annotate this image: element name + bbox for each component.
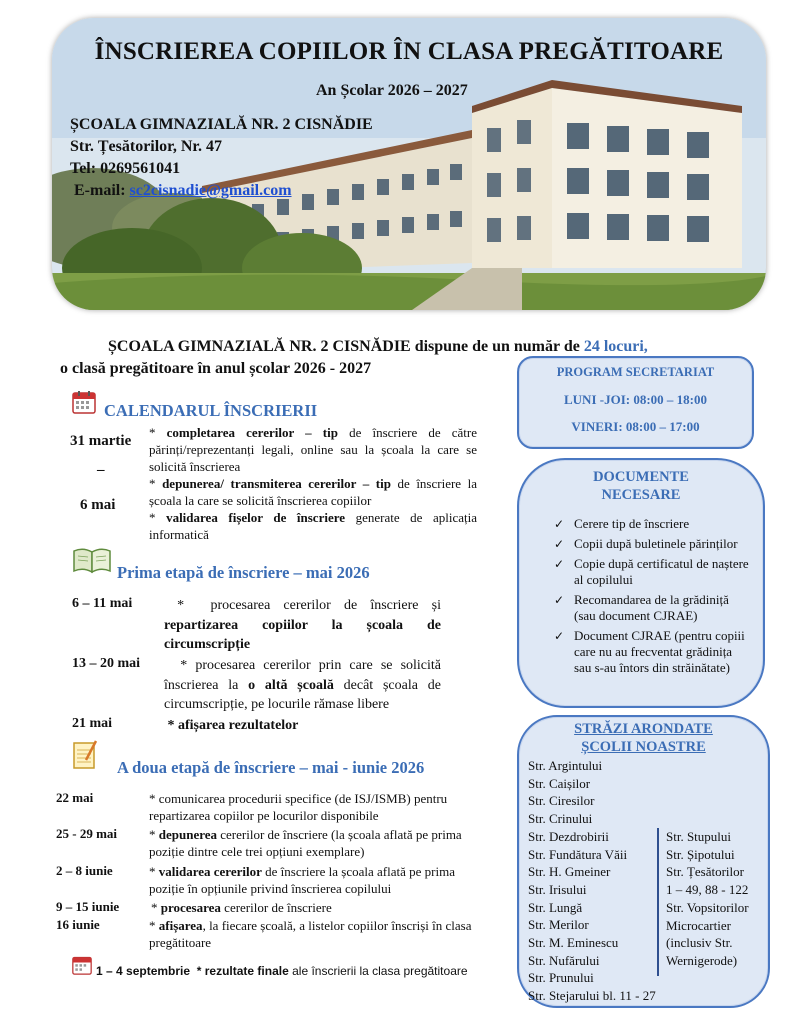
stage1-title: Prima etapă de înscriere – mai 2026 — [117, 563, 370, 582]
document-item: ✓ Copie după certificatul de naștere al copilului — [554, 556, 749, 587]
stage2-date: 2 – 8 iunie — [56, 863, 113, 878]
street-item: Str. H. Gmeiner — [528, 864, 611, 880]
street-item: Str. Caișilor — [528, 775, 591, 791]
streets-left-list — [528, 757, 656, 1005]
streets-title: STRĂZI ARONDATE ȘCOLII NOASTRE — [574, 721, 713, 755]
calendar-items — [149, 424, 477, 543]
street-item: Str. Șipotului — [666, 846, 735, 862]
calendar-item: * validarea fișelor de înscriere generate de aplicația informatică — [149, 510, 478, 542]
documents-panel — [517, 458, 765, 708]
intro-part1: ȘCOALA GIMNAZIALĂ NR. 2 CISNĂDIE dispune de un număr de — [108, 338, 584, 355]
page-title: ÎNSCRIEREA COPIILOR ÎN CLASA PREGĂTITOARE — [94, 38, 724, 65]
stage2-item: * afișarea, la fiecare școală, a listelor copiilor înscriși în clasa pregătitoare — [149, 918, 472, 950]
intro-line2: o clasă pregătitoare în anul școlar 2026 - 2027 — [60, 360, 372, 377]
stage2-item: * comunicarea procedurii specifice (de ISJ/ISMB) pentru repartizarea copiilor pe locurilor disponibile — [149, 791, 448, 823]
stage2-title: A doua etapă de înscriere – mai - iunie 2026 — [117, 758, 425, 777]
stage2-date: 25 - 29 mai — [56, 826, 118, 841]
stage1-item: * afișarea rezultatelor — [164, 718, 299, 733]
street-item: Str. Argintului — [528, 758, 603, 773]
street-item: Str. Prunului — [528, 970, 594, 986]
street-item: Str. Stejarului bl. 11 - 27 — [528, 988, 656, 1004]
open-book-icon — [72, 545, 112, 575]
stage1-date: 6 – 11 mai — [72, 596, 133, 611]
calendar-item: * completarea cererilor – tip de înscriere de către părinți/reprezentanți legali, online sau la școala la care se solicită înscrierea — [149, 425, 478, 474]
school-email-row — [70, 180, 373, 202]
check-icon: ✓ — [554, 557, 565, 571]
street-item: Str. Stupului — [666, 829, 732, 844]
document-item: ✓ Cerere tip de înscriere — [554, 516, 690, 531]
places-count: 24 locuri, — [583, 338, 648, 355]
streets-divider — [657, 828, 659, 976]
program-title: PROGRAM SECRETARIAT — [556, 365, 715, 379]
calendar-dash: – — [97, 462, 105, 478]
calendar-icon — [72, 390, 96, 414]
school-contact — [70, 114, 373, 202]
school-phone: Tel: 0269561041 — [70, 160, 181, 177]
email-link[interactable]: sc2cisnadie@gmail.com — [129, 182, 292, 199]
stage2-date: 9 – 15 iunie — [56, 899, 120, 914]
street-item: Str. Țesătorilor — [666, 864, 744, 880]
stage2-item: * validarea cererilor de înscriere la școala aflată pe prima poziție în opțiunile privind înscrierea copilului — [149, 864, 455, 896]
program-mon-thu: LUNI -JOI: 08:00 – 18:00 — [564, 392, 707, 407]
header-banner — [52, 18, 766, 310]
stage2-date: 22 mai — [56, 790, 94, 805]
street-item: Str. Lungă — [528, 899, 583, 915]
program-panel — [517, 356, 754, 449]
stage1-item: * procesarea cererilor prin care se solicită înscrierea la o altă școală decât școala de circumscripție, pe locurile rămase libere — [164, 658, 442, 712]
calendar-title: CALENDARUL ÎNSCRIERII — [104, 401, 318, 420]
document-item: ✓ Recomandarea de la grădiniță (sau document CJRAE) — [554, 592, 729, 623]
documents-list — [552, 516, 749, 676]
calendar-date-start: 31 martie — [70, 433, 132, 449]
stage1-date: 21 mai — [72, 716, 113, 731]
streets-right-list — [666, 828, 749, 970]
check-icon: ✓ — [554, 629, 565, 643]
school-name: ȘCOALA GIMNAZIALĂ NR. 2 CISNĂDIE — [70, 116, 373, 133]
check-icon: ✓ — [554, 537, 565, 551]
notepad-icon — [72, 740, 98, 770]
street-item: Microcartier — [666, 917, 731, 933]
document-item: ✓ Copii după buletinele părinților — [554, 536, 738, 551]
final-date: 1 – 4 septembrie — [96, 964, 191, 978]
document-item: ✓ Document CJRAE (pentru copiii care nu au frecventat grădinița sau s-au întors din străinătate) — [554, 628, 745, 675]
stage2-item: * procesarea cererilor de înscriere — [151, 900, 332, 915]
street-item: Str. Merilor — [528, 917, 589, 933]
street-item: Str. Nufărului — [528, 952, 600, 968]
street-item: Str. Crinului — [528, 811, 593, 827]
check-icon: ✓ — [554, 593, 565, 607]
stage1-date: 13 – 20 mai — [72, 656, 141, 671]
documents-title: DOCUMENTE NECESARE — [593, 469, 689, 503]
street-item: Str. Dezdrobirii — [528, 828, 609, 844]
street-item: Str. Irisului — [528, 881, 587, 897]
email-label: E-mail: — [74, 182, 126, 199]
program-fri: VINERI: 08:00 – 17:00 — [571, 419, 700, 434]
street-item: Str. Ciresilor — [528, 793, 595, 809]
stage2-date: 16 iunie — [56, 917, 100, 932]
school-address: Str. Țesătorilor, Nr. 47 — [70, 138, 222, 155]
school-year: An Școlar 2026 – 2027 — [316, 82, 468, 99]
street-item: Str. Vopsitorilor — [666, 899, 749, 915]
calendar-item: * depunerea/ transmiterea cererilor – tip de înscriere la școala la care se solicită înscrierea copiilor — [149, 476, 478, 508]
street-item: (inclusiv Str. — [666, 935, 733, 951]
stage1-item: * procesarea cererilor de înscriere și repartizarea copiilor la școala de circumscripție — [164, 598, 442, 652]
street-item: Str. Fundătura Văii — [528, 846, 628, 862]
final-results: 1 – 4 septembrie * rezultate finale ale înscrierii la clasa pregătitoare — [96, 964, 468, 978]
calendar-date-end: 6 mai — [80, 497, 116, 513]
street-item: Str. M. Eminescu — [528, 935, 619, 951]
street-item: 1 – 49, 88 - 122 — [666, 882, 749, 898]
calendar-icon — [72, 955, 92, 975]
street-item: Wernigerode) — [666, 952, 738, 968]
check-icon: ✓ — [554, 517, 565, 531]
stage2-item: * depunerea cererilor de înscriere (la școala aflată pe prima poziție dintre cele trei opțiuni exemplare) — [149, 827, 462, 859]
